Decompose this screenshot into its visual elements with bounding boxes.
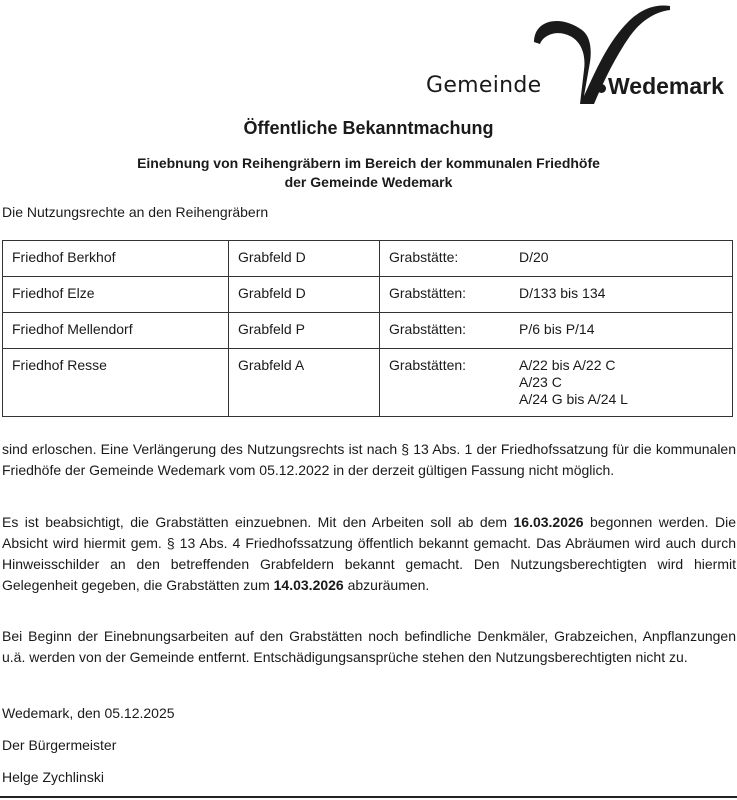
intro-text: Die Nutzungsrechte an den Reihengräbern <box>2 204 269 220</box>
deadline-date: 14.03.2026 <box>273 577 344 593</box>
cemetery-cell: Friedhof Elze <box>3 277 229 313</box>
paragraph-levelling <box>2 512 736 596</box>
municipality-logo <box>420 0 737 108</box>
graves-value: A/24 G bis A/24 L <box>519 391 628 407</box>
logo-dot-icon <box>597 84 606 93</box>
graves-cell <box>380 313 733 349</box>
paragraph-expiry: sind erloschen. Eine Verlängerung des Nutzungsrechts ist nach § 13 Abs. 1 der Friedhofssatzung für die kommunalen Friedhöfe der Gemeinde Wedemark vom 05.12.2022 in der derzeit gültigen Fassung nicht möglich. <box>2 441 736 478</box>
cemetery-cell: Friedhof Berkhof <box>3 241 229 277</box>
signature-name: Helge Zychlinski <box>2 769 104 785</box>
graves-label: Grabstätten: <box>389 321 467 337</box>
graves-label: Grabstätte: <box>389 249 459 265</box>
graves-value: A/23 C <box>519 374 562 390</box>
field-cell: Grabfeld D <box>229 277 380 313</box>
graves-value: D/20 <box>519 249 549 265</box>
table-row <box>3 241 733 277</box>
graves-value: D/133 bis 134 <box>519 285 606 301</box>
table-row <box>3 349 733 417</box>
logo-text-wedemark: Wedemark <box>608 73 724 99</box>
grave-table <box>2 240 733 417</box>
graves-value: A/22 bis A/22 C <box>519 357 616 373</box>
graves-cell <box>380 277 733 313</box>
document-title: Öffentliche Bekanntmachung <box>243 118 494 138</box>
table-row <box>3 277 733 313</box>
document-subtitle <box>0 154 737 192</box>
cemetery-cell: Friedhof Mellendorf <box>3 313 229 349</box>
logo-text-gemeinde: Gemeinde <box>426 73 542 98</box>
paragraph-removal: Bei Beginn der Einebnungsarbeiten auf den Grabstätten noch befindliche Denkmäler, Grabzeichen, Anpflanzungen u.ä. werden von der Gemeinde entfernt. Entschädigungsansprüche stehen den Nutzungsberechtigten nicht zu. <box>2 628 736 665</box>
field-cell: Grabfeld P <box>229 313 380 349</box>
graves-label: Grabstätten: <box>389 285 467 301</box>
cemetery-cell: Friedhof Resse <box>3 349 229 417</box>
paragraph-text: begonnen werden. Die Absicht wird hiermit gem. § 13 Abs. 4 Friedhofssatzung öffentlich bekannt gemacht. Das Abräumen wird auch durch Hinweisschilder an den betreffenden Grabfeldern bekannt gemacht. Den Nutzungsberechtigten wird hiermit Gelegenheit gegeben, die Grabstätten zum <box>2 514 736 593</box>
subtitle-line-1: Einebnung von Reihengräbern im Bereich der kommunalen Friedhöfe <box>137 155 600 171</box>
place-date-line: Wedemark, den 05.12.2025 <box>2 705 175 721</box>
field-cell: Grabfeld D <box>229 241 380 277</box>
field-cell: Grabfeld A <box>229 349 380 417</box>
table-row <box>3 313 733 349</box>
start-date: 16.03.2026 <box>513 514 584 530</box>
graves-label: Grabstätten: <box>389 357 467 373</box>
signature-role: Der Bürgermeister <box>2 737 117 753</box>
subtitle-line-2: der Gemeinde Wedemark <box>284 174 453 190</box>
graves-cell <box>380 349 733 417</box>
graves-cell <box>380 241 733 277</box>
paragraph-text: Es ist beabsichtigt, die Grabstätten einzuebnen. Mit den Arbeiten soll ab dem <box>2 514 514 530</box>
bottom-divider <box>0 796 737 798</box>
paragraph-text: abzuräumen. <box>343 577 430 593</box>
graves-value: P/6 bis P/14 <box>519 321 595 337</box>
